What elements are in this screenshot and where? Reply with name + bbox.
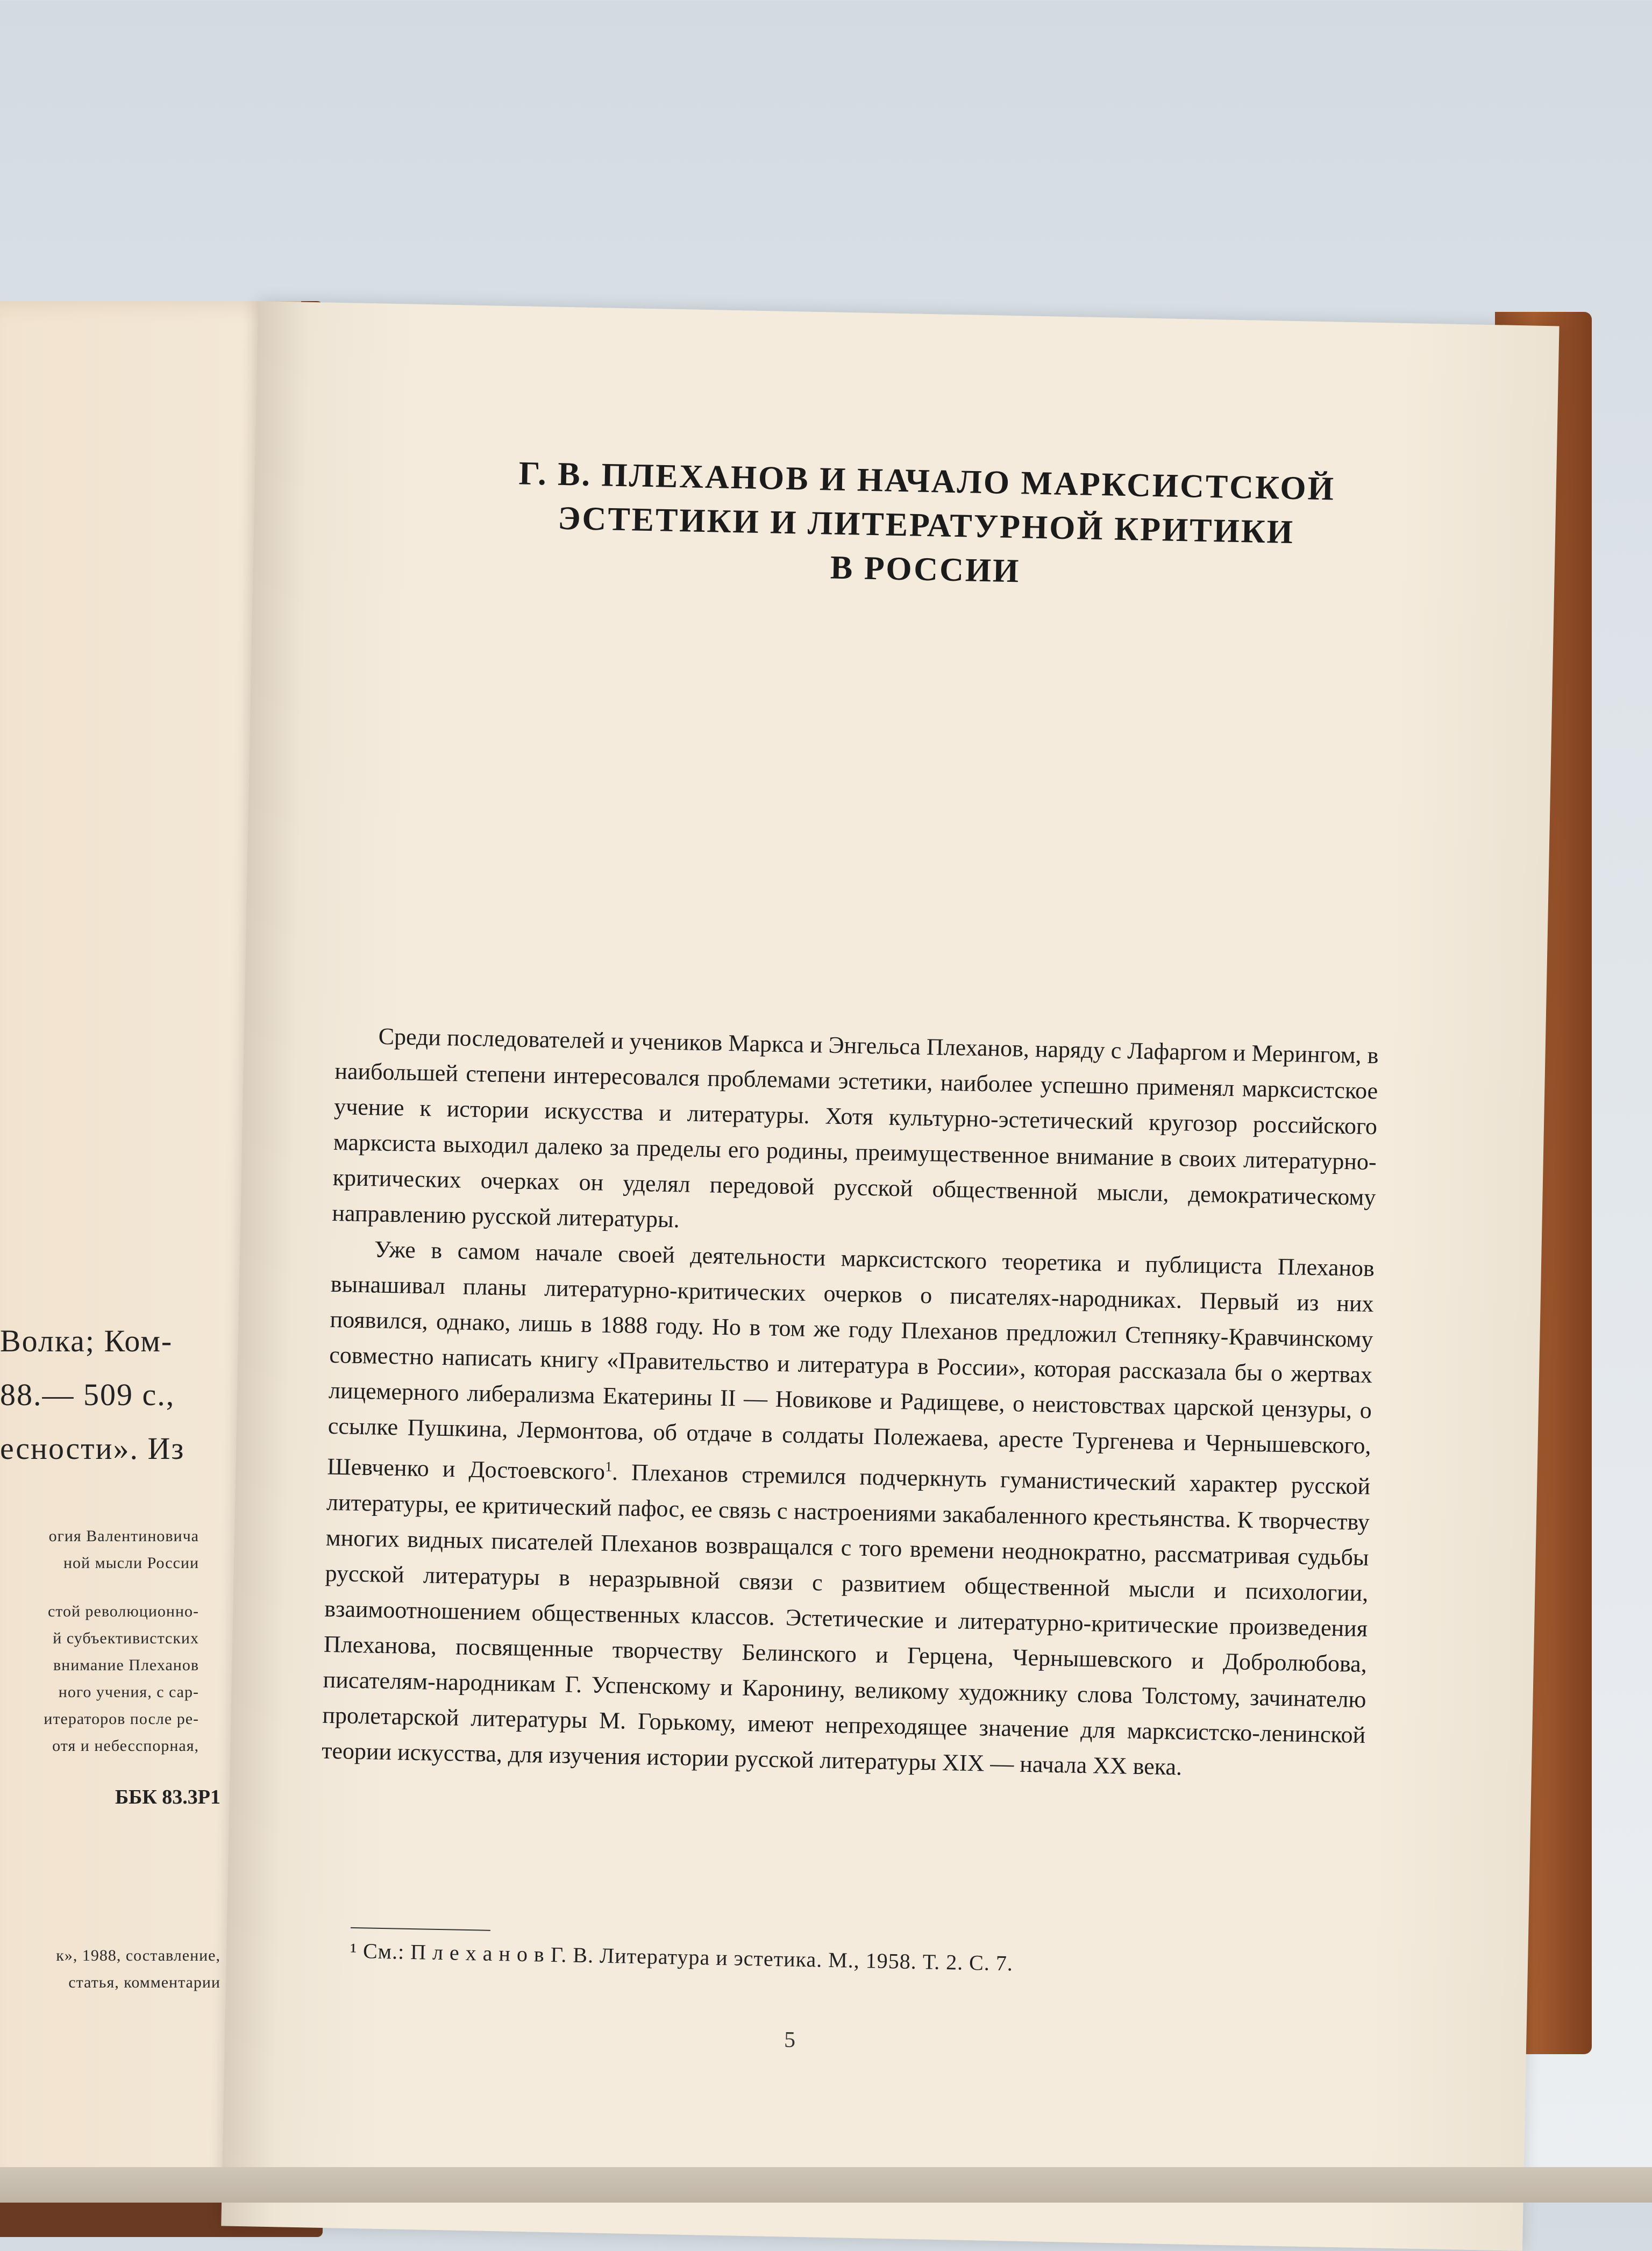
chapter-title	[414, 450, 1438, 601]
paragraph-text: . Плеханов стремился подчеркнуть гуманистический характер русской литературы, ее критический пафос, ее связь с настроениями закабаленного крестьянства. К творчеству многих видных писателей Плеханов возвращался с того времени неоднократно, рассматривая судьбы русской литературы в неразрывной связи с развитием общественной мысли и психологии, взаимоотношением общественных классов. Эстетические и литературно-критические произведения Плеханова, посвященные творчеству Белинского и Герцена, Чернышевского и Добролюбова, писателям-народникам Г. Успенскому и Каронину, великому художнику слова Толстому, зачинателю пролетарской литературы М. Горькому, имеют непреходящее значение для марксистско-ленинской теории искусства, для изучения истории русской литературы XIX — начала XX века.	[321, 1458, 1371, 1780]
left-page-line: к», 1988, составление,	[56, 1947, 220, 1964]
left-page-line: стой революционно-	[47, 1602, 199, 1620]
right-page	[221, 301, 1559, 2251]
footnote-marker: 1	[604, 1458, 613, 1475]
left-page-line: 88.— 509 с.,	[0, 1377, 175, 1412]
title-line: ЭСТЕТИКИ И ЛИТЕРАТУРНОЙ КРИТИКИ	[557, 500, 1295, 551]
body-text	[322, 1018, 1379, 1789]
left-page-line: ного учения, с сар-	[58, 1683, 199, 1701]
left-page-line: Волка; Ком-	[0, 1323, 173, 1358]
left-page-line: есности». Из	[0, 1431, 185, 1466]
left-page-line: й субъективистских	[53, 1629, 199, 1647]
left-page-line: ной мысли России	[63, 1554, 199, 1572]
left-page-line: итераторов после ре-	[44, 1710, 199, 1728]
left-page-line: статья, комментарии	[68, 1974, 220, 1991]
left-page-line: внимание Плеханов	[53, 1656, 199, 1674]
title-line: Г. В. ПЛЕХАНОВ И НАЧАЛО МАРКСИСТСКОЙ	[518, 455, 1336, 508]
footnote: ¹ См.: П л е х а н о в Г. В. Литература и эстетика. М., 1958. Т. 2. С. 7.	[350, 1938, 1014, 1976]
title-line: В РОССИИ	[830, 549, 1021, 590]
paragraph	[322, 1231, 1375, 1789]
left-page-line: огия Валентиновича	[48, 1527, 199, 1545]
paragraph-text: Уже в самом начале своей деятельности марксистского теоретика и публициста Плеханов вынашивал планы литературно-критических очерков о писателях-народниках. Первый из них появился, однако, лишь в 1888 году. Но в том же году Плеханов предложил Степняку-Кравчинскому совместно написать книгу «Правительство и литература в России», которая рассказала бы о жертвах лицемерного либерализма Екатерины II — Новикове и Радищеве, о неистовствах царской цензуры, о ссылке Пушкина, Лермонтова, об отдаче в солдаты Полежаева, аресте Тургенева и Чернышевского, Шевченко и Достоевского	[326, 1236, 1375, 1485]
page-number: 5	[784, 2027, 796, 2053]
table-surface	[0, 2167, 1652, 2203]
paragraph: Среди последователей и учеников Маркса и Энгельса Плеханов, наряду с Лафаргом и Мерингом, в наибольшей степени интересовался проблемами эстетики, наиболее успешно применял марксистское учение к истории искусства и литературы. Хотя культурно-эстетический кругозор российского марксиста выходил далеко за пределы его родины, преимущественное внимание в своих литературно-критических очерках он уделял передовой русской общественной мысли, демократическому направлению русской литературы.	[332, 1023, 1379, 1233]
left-page-line: отя и небесспорная,	[52, 1737, 199, 1755]
bbk-code: ББК 83.3Р1	[115, 1786, 220, 1808]
footnote-divider	[351, 1927, 490, 1931]
